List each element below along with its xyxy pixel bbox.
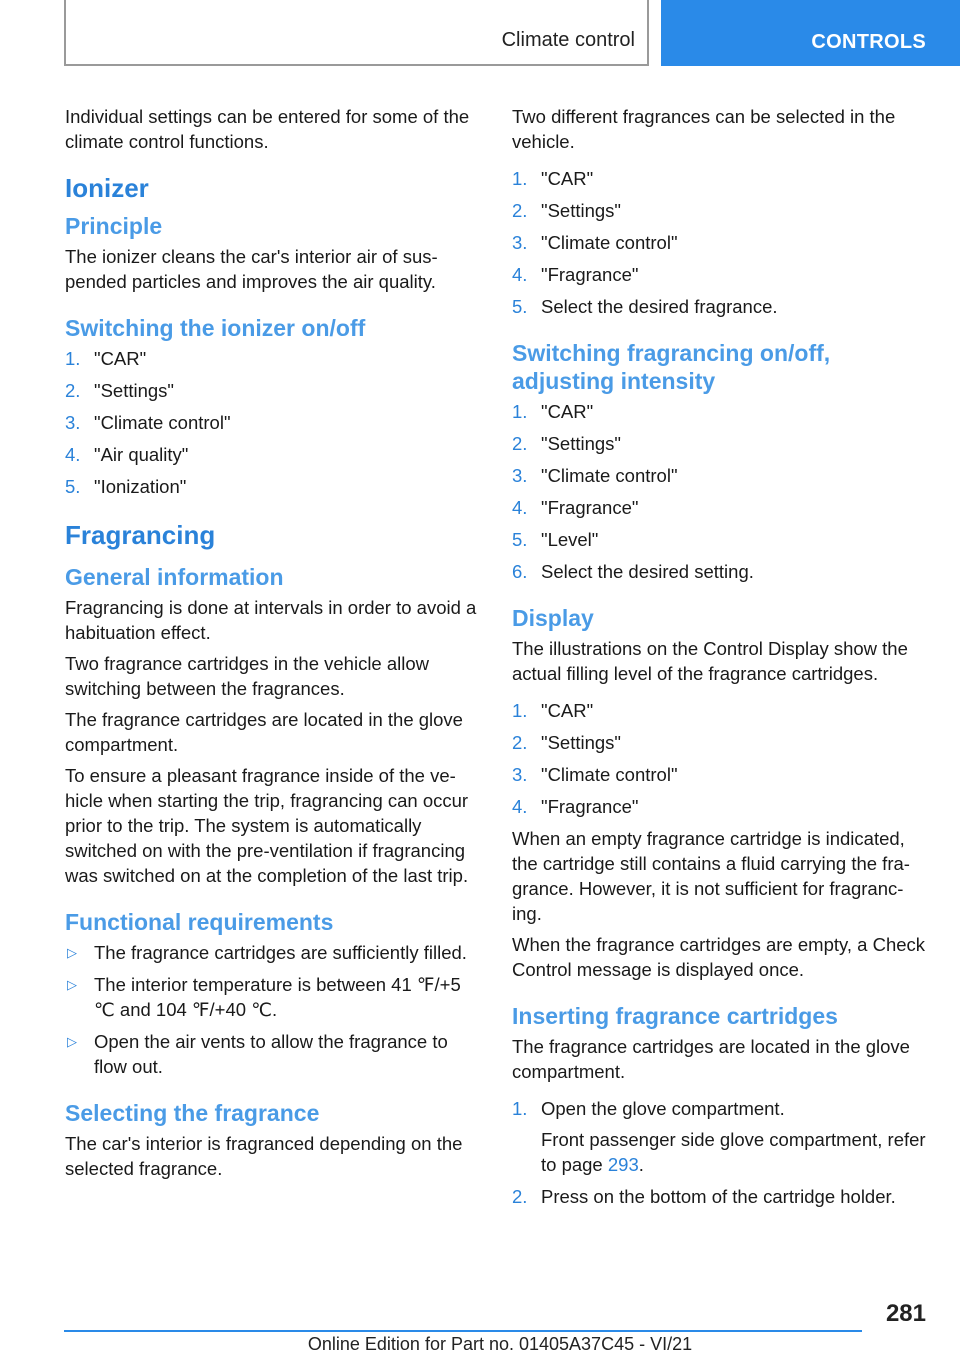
- principle-text: The ionizer cleans the car's interior air of suspended particles and improves the air quality.: [65, 246, 438, 292]
- header-section-title: Climate control: [501, 29, 635, 51]
- display-heading: Display: [512, 605, 594, 631]
- general-text-1: Fragrancing is done at intervals in order to avoid a habituation effect.: [65, 597, 477, 643]
- list-item: 1. "CAR": [512, 401, 594, 422]
- list-item: 2. "Settings": [512, 732, 621, 753]
- triangle-bullet-icon: ▷: [67, 977, 77, 992]
- general-text-4: To ensure a pleasant fragrance inside of the vehicle when starting the trip, fragrancing can occur prior to the trip. The system is automatically switched on with the pre-ventilation if fragrancing was switched on at the completion of the last trip.: [65, 765, 469, 886]
- list-item: 4. "Air quality": [65, 444, 189, 465]
- list-item: 4. "Fragrance": [512, 796, 639, 817]
- switch-ionizer-heading: Switching the ionizer on/off: [65, 315, 366, 341]
- list-item: ▷ The fragrance cartridges are sufficiently filled.: [67, 942, 467, 963]
- page-number: 281: [885, 1300, 926, 1327]
- list-item: 6. Select the desired setting.: [512, 561, 754, 582]
- triangle-bullet-icon: ▷: [67, 945, 77, 960]
- page-reference-link[interactable]: 293: [607, 1154, 639, 1175]
- display-empty-text: When an empty fragrance cartridge is indicated, the cartridge still contains a fluid carrying the fragrance. However, it is not sufficient for fragrancing.: [512, 828, 910, 924]
- footer-edition-text: Online Edition for Part no. 01405A37C45 - VI/21: [307, 1334, 693, 1354]
- right-column: [512, 104, 927, 1216]
- list-item: 5. "Ionization": [65, 476, 187, 497]
- header-chapter-label: CONTROLS: [811, 31, 926, 53]
- list-item: 5. Select the desired fragrance.: [512, 296, 778, 317]
- switch-fragrancing-heading: Switching fragrancing on/off, adjusting intensity: [512, 340, 831, 394]
- ionizer-heading: Ionizer: [65, 173, 149, 203]
- inserting-cartridges-heading: Inserting fragrance cartridges: [512, 1003, 838, 1029]
- list-item: 1. Open the glove compartment. Front passenger side glove compartment, refer to page 293.: [512, 1098, 926, 1175]
- switch-fragrancing-steps: [512, 399, 927, 584]
- list-item: 3. "Climate control": [65, 412, 231, 433]
- list-item: 4. "Fragrance": [512, 264, 639, 285]
- general-text-3: The fragrance cartridges are located in the glove compartment.: [65, 709, 463, 755]
- list-item: 1. "CAR": [512, 700, 594, 721]
- list-item: 2. "Settings": [512, 433, 621, 454]
- footer-divider: [64, 1330, 862, 1332]
- list-item: 2. "Settings": [65, 380, 174, 401]
- fragrancing-heading: Fragrancing: [65, 520, 216, 550]
- left-column: [65, 104, 483, 1187]
- principle-heading: Principle: [65, 213, 163, 239]
- selecting-fragrance-text: The car's interior is fragranced depending on the selected fragrance.: [65, 1133, 463, 1179]
- triangle-bullet-icon: ▷: [67, 1034, 77, 1049]
- fragrance-intro-text: Two different fragrances can be selected in the vehicle.: [512, 106, 896, 152]
- intro-text: Individual settings can be entered for some of the climate control functions.: [65, 106, 470, 152]
- display-steps: [512, 698, 927, 819]
- glove-compartment-reference: Front passenger side glove compartment, refer to page 293.: [541, 1129, 926, 1175]
- display-text: The illustrations on the Control Display show the actual filling level of the fragrance cartridges.: [512, 638, 908, 684]
- inserting-cartridges-text: The fragrance cartridges are located in the glove compartment.: [512, 1036, 910, 1082]
- list-item: 3. "Climate control": [512, 465, 678, 486]
- list-item: 2. "Settings": [512, 200, 621, 221]
- selecting-fragrance-heading: Selecting the fragrance: [65, 1100, 320, 1126]
- list-item: 5. "Level": [512, 529, 599, 550]
- list-item: 3. "Climate control": [512, 764, 678, 785]
- select-fragrance-steps: [512, 166, 927, 319]
- functional-requirements-heading: Functional requirements: [65, 909, 334, 935]
- list-item: 1. "CAR": [512, 168, 594, 189]
- list-item: 3. "Climate control": [512, 232, 678, 253]
- general-info-heading: General information: [65, 564, 284, 590]
- list-item: ▷ Open the air vents to allow the fragrance to flow out.: [67, 1031, 448, 1077]
- general-text-2: Two fragrance cartridges in the vehicle allow switching between the fragrances.: [65, 653, 430, 699]
- switch-ionizer-steps: [65, 346, 483, 499]
- display-check-control-text: When the fragrance cartridges are empty, a Check Control message is displayed once.: [512, 934, 926, 980]
- list-item: 2. Press on the bottom of the cartridge holder.: [512, 1186, 896, 1207]
- list-item: 1. "CAR": [65, 348, 147, 369]
- functional-requirements-list: [65, 940, 483, 1079]
- inserting-cartridges-steps: [512, 1096, 927, 1209]
- list-item: 4. "Fragrance": [512, 497, 639, 518]
- header-chapter-tab: [661, 0, 960, 66]
- header-section-box: [64, 0, 649, 66]
- list-item: ▷ The interior temperature is between 41 ℉/+5 ℃ and 104 ℉/+40 ℃.: [67, 974, 461, 1020]
